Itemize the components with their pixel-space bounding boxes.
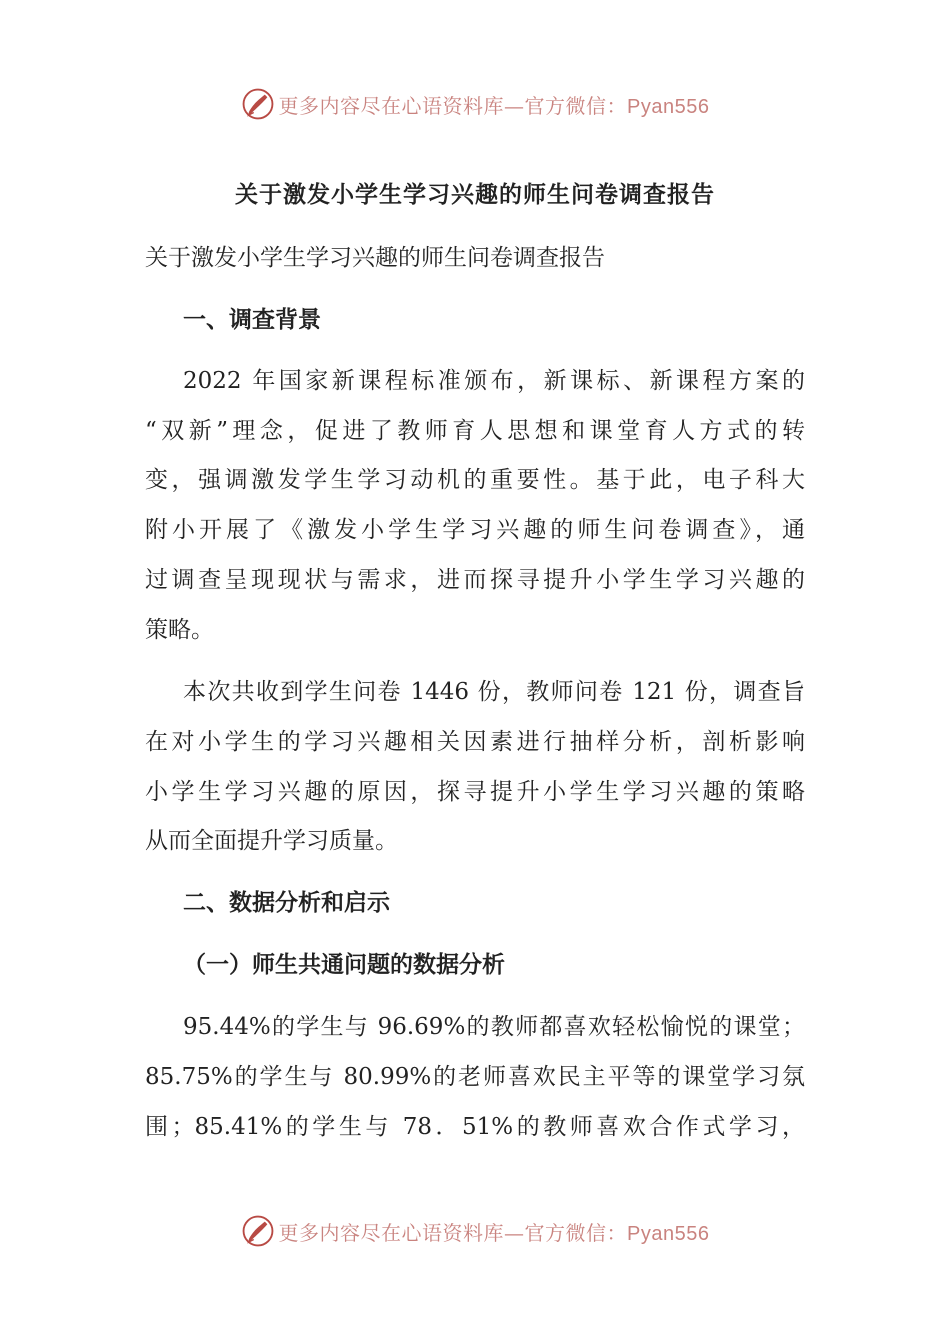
watermark-text: 更多内容尽在心语资料库—官方微信：Pyan556: [278, 1220, 710, 1245]
pen-logo-icon: [241, 1214, 275, 1248]
document-title: 关于激发小学生学习兴趣的师生问卷调查报告: [235, 181, 715, 208]
paragraph-line: 策略。: [145, 617, 214, 643]
paragraph-line: 本次共收到学生问卷 1446 份，教师问卷 121 份，调查旨: [183, 679, 805, 705]
watermark-text: 更多内容尽在心语资料库—官方微信：Pyan556: [278, 93, 710, 118]
watermark-header: [0, 84, 950, 124]
paragraph-line: 围；85.41%的学生与 78．51%的教师喜欢合作式学习，: [145, 1114, 805, 1140]
paragraph-line: 2022 年国家新课程标准颁布，新课标、新课程方案的: [183, 368, 805, 394]
section-heading-analysis: 二、数据分析和启示: [183, 890, 390, 916]
watermark-footer: [0, 1211, 950, 1251]
paragraph-line: 95.44%的学生与 96.69%的教师都喜欢轻松愉悦的课堂；: [183, 1014, 805, 1040]
pen-logo-icon: [241, 87, 275, 121]
paragraph-line: 小学生学习兴趣的原因，探寻提升小学生学习兴趣的策略: [145, 779, 805, 805]
paragraph-line: 附小开展了《激发小学生学习兴趣的师生问卷调查》，通: [145, 517, 805, 543]
paragraph-line: 从而全面提升学习质量。: [145, 828, 398, 854]
paragraph-line: 在对小学生的学习兴趣相关因素进行抽样分析，剖析影响: [145, 729, 805, 755]
paragraph-line: “双新”理念，促进了教师育人思想和课堂育人方式的转: [145, 418, 805, 444]
section-heading-background: 一、调查背景: [183, 307, 321, 333]
paragraph-line: 过调查呈现现状与需求，进而探寻提升小学生学习兴趣的: [145, 567, 805, 593]
document-subtitle: 关于激发小学生学习兴趣的师生问卷调查报告: [145, 245, 605, 271]
paragraph-line: 变，强调激发学生学习动机的重要性。基于此，电子科大: [145, 467, 805, 493]
subsection-heading: （一）师生共通问题的数据分析: [183, 952, 505, 978]
paragraph-line: 85.75%的学生与 80.99%的老师喜欢民主平等的课堂学习氛: [145, 1064, 805, 1090]
